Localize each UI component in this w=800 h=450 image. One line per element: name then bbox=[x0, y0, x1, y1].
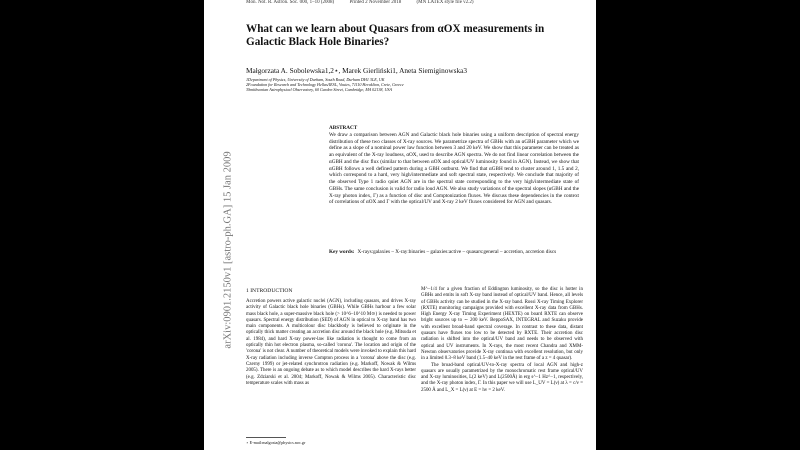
running-header bbox=[246, 0, 488, 5]
affiliation-2: 2Foundation for Research and Technology Hellas/IESL, Voutes, 71110 Heraklion, Crete, Greece bbox=[246, 82, 404, 88]
footnote-rule bbox=[246, 437, 286, 438]
paragraph: The broad-band optical/UV-to-X-ray spectra of local AGN and high-z quasars are usually parametrized by the monochromatic rest frame optical/UV and X-ray luminosities, L(2 keV) and L(2500Å) in erg s^−1 Hz^−1, respectively, and the X-ray photon index, Γ. In this paper we will use L_UV = L(ν) at λ = c/ν = 2500 Å and L_X = L(ν) at E = hν = 2 keV. bbox=[421, 362, 583, 393]
affiliation-3: 3Smithsonian Astrophysical Observatory, 60 Garden Street, Cambridge, MA 02138, USA bbox=[246, 87, 392, 93]
abstract-text: We draw a comparison between AGN and Galactic black hole binaries using a uniform description of spectral energy distribution of these two classes of X-ray sources. We parametrize spectra of GBHs with an αGBH parameter which we define as a slope of a nominal power law function between 3 and 20 keV. We show that this parameter can be treated as an equivalent of the X-ray loudness, αOX, used to describe AGN spectra. We do not find linear correlation between the αGBH and the disc flux (similar to that between αOX and optical/UV luminosity found in AGN). Instead, we show that αGBH follows a well defined pattern during a GBH outburst. We find that αGBH tend to cluster around 1, 1.5 and 2, which correspond to a hard, very high/intermediate and soft spectral state, respectively. We conclude that majority of the observed Type 1 radio quiet AGN are in the spectral state corresponding to the very high/intermediate state of GBHs. The same conclusion is valid for radio loud AGN. We also study variations of the spectral slopes (αGBH and the X-ray photon index, Γ) as a function of disc and Comptonization fluxes. We discuss these dependencies in the context of correlations of αOX and Γ with the optical/UV and X-ray 2 keV fluxes considered for AGN and quasars. bbox=[329, 131, 579, 206]
keywords bbox=[329, 249, 579, 256]
abstract-heading: ABSTRACT bbox=[329, 125, 358, 131]
printed-date: Printed 2 November 2018 bbox=[349, 0, 402, 5]
arxiv-stamp: arXiv:0901.2150v1 [astro-ph.GA] 15 Jan 2009 bbox=[222, 151, 234, 349]
affiliation-1: 1Department of Physics, University of Durham, South Road, Durham DH1 3LE, UK bbox=[246, 77, 385, 82]
intro-right-column bbox=[421, 287, 583, 394]
keywords-text: X-rays:galaxies – X-ray:binaries – galaxies:active – quasars:general – accretion, accretion discs bbox=[357, 249, 557, 255]
affiliations bbox=[246, 77, 404, 93]
intro-left-column: Accretion powers active galactic nuclei (AGN), including quasars, and drives X-ray activity of Galactic black hole binaries (GBHs). While GBHs harbour a few solar mass black hole, a super-massive black hole (> 10^6–10^10 M⊙) is needed to power quasars. Spectral energy distribution (SED) of AGN in optical to X-ray band has two main components. A multicolour disc blackbody is believed to originate in the optically thick matter creating an accretion disc around the black hole (e.g. Mitsuda et al. 1984), and hard X-ray power-law like radiation is thought to come from an optically thin hot electron plasma, so-called 'corona'. The location and origin of the 'corona' is not clear. A number of theoretical models were invoked to explain this hard X-ray radiation including inverse Compton process in a 'corona' above the disc (e.g. Czerny 1999) or jet-related synchrotron radiation (e.g. Markoff, Nowak & Wilms 2005). There is an ongoing debate as to which model describes the hard X-rays better (e.g. Zdziarski et al. 2004; Markoff, Nowak & Wilms 2005). Characteristic disc temperature scales with mass as bbox=[246, 299, 416, 386]
journal-ref: Mon. Not. R. Astron. Soc. 000, 1–10 (2008) bbox=[246, 0, 335, 5]
abstract bbox=[329, 125, 579, 206]
paper-page bbox=[204, 0, 596, 450]
footnote: ⋆ E-mail:malgosia@physics.noc.gr bbox=[246, 440, 306, 445]
keywords-label: Key words: bbox=[329, 249, 355, 255]
section-heading-introduction: 1 INTRODUCTION bbox=[246, 288, 293, 294]
paper-title: What can we learn about Quasars from αOX measurements in Galactic Black Hole Binaries? bbox=[246, 23, 545, 48]
author-list: Małgorzata A. Sobolewska1,2⋆, Marek Gierliński1, Aneta Siemiginowska3 bbox=[246, 66, 468, 75]
style-note: (MN LATEX style file v2.2) bbox=[416, 0, 474, 5]
paragraph: M^−1/4 for a given fraction of Eddington luminosity, so the disc is hotter in GBHs and emits in soft X-ray band instead of optical/UV band. Hence, all levels of GBHs activity can be studied in the X-ray band. Rossi X-ray Timing Explorer (RXTE) monitoring campaigns provided with excellent X-ray data from GBHs. High Energy X-ray Timing Experiment (HEXTE) on board RXTE can observe bright sources up to ∼ 200 keV. BeppoSAX, INTEGRAL and Suzaku provide with excellent broad-band spectral coverage. In contrast to these data, distant quasars have fluxes too low to be detected by RXTE. Their accretion disc radiation is shifted into the optical/UV band and needs to be observed with optical and UV instruments. In X-rays, the most recent Chandra and XMM-Newton observatories provide X-ray continua with excellent resolution, but only in a limited 0.3–8 keV band (1.5–40 keV in the rest frame of a z = 4 quasar). bbox=[421, 287, 583, 362]
